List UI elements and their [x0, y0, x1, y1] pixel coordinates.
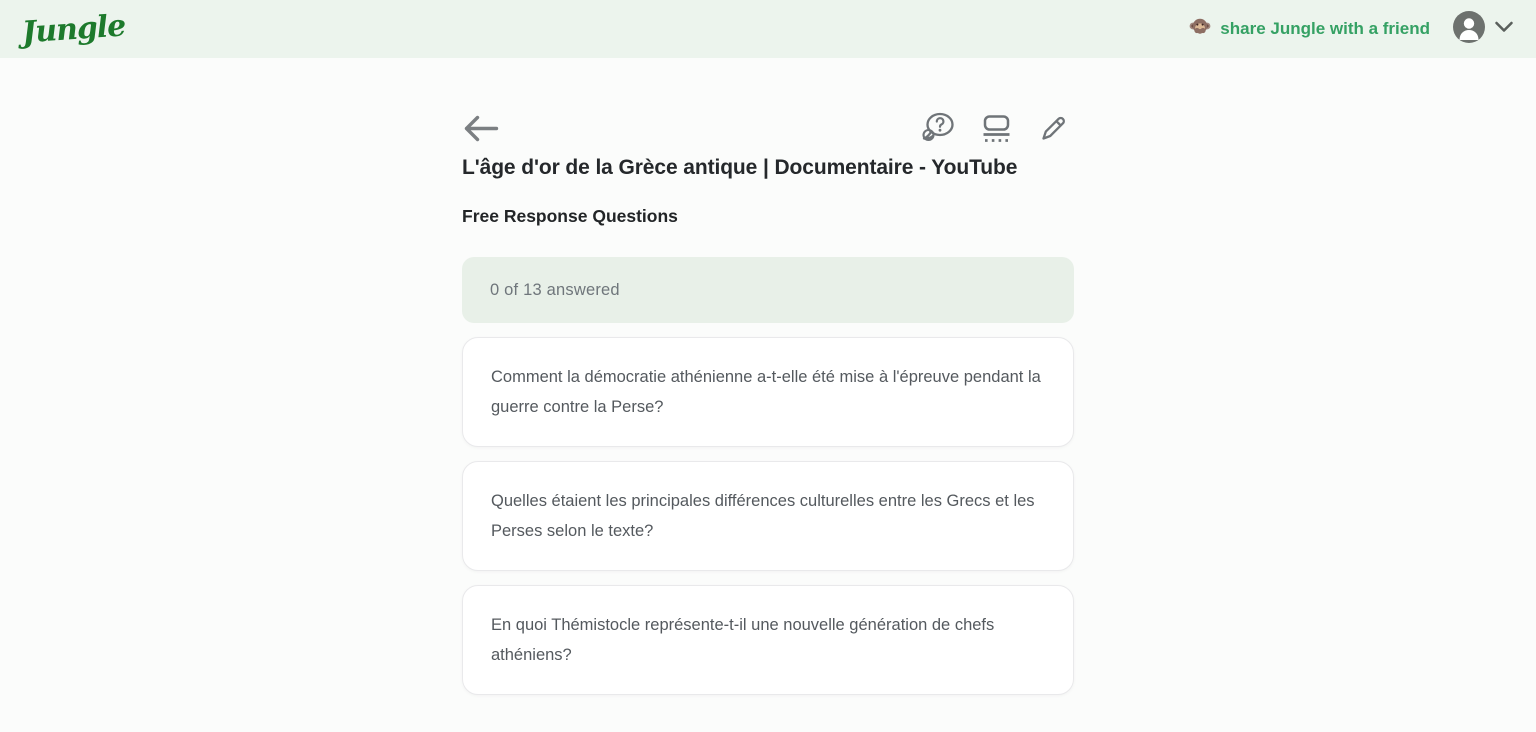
back-arrow-icon[interactable] — [462, 114, 499, 143]
progress-label: 0 of 13 answered — [490, 280, 620, 299]
progress-banner — [462, 257, 1074, 323]
chevron-down-icon[interactable] — [1494, 20, 1514, 38]
header-right — [1189, 10, 1514, 49]
question-card-1[interactable] — [462, 337, 1074, 447]
share-jungle-label: share Jungle with a friend — [1220, 19, 1430, 38]
content-column — [462, 58, 1074, 695]
monkey-emoji-icon — [1189, 16, 1211, 43]
toolbar-icons — [920, 110, 1074, 146]
section-heading: Free Response Questions — [462, 206, 678, 226]
page-title: L'âge d'or de la Grèce antique | Documentaire - YouTube — [462, 156, 1018, 179]
toolbar-row — [462, 110, 1074, 146]
question-text: Comment la démocratie athénienne a-t-elle été mise à l'épreuve pendant la guerre contre la Perse? — [491, 368, 1041, 416]
question-text: Quelles étaient les principales différences culturelles entre les Grecs et les Perses selon le texte? — [491, 492, 1035, 540]
share-jungle-link[interactable] — [1189, 16, 1430, 43]
app-header — [0, 0, 1536, 58]
question-card-2[interactable] — [462, 461, 1074, 571]
chat-question-icon[interactable] — [920, 110, 955, 146]
avatar-icon[interactable] — [1452, 10, 1486, 49]
question-text: En quoi Thémistocle représente-t-il une nouvelle génération de chefs athéniens? — [491, 616, 995, 664]
flashcards-icon[interactable] — [979, 113, 1014, 144]
question-card-3[interactable] — [462, 585, 1074, 695]
jungle-logo[interactable]: Jungle — [20, 7, 127, 51]
account-menu[interactable] — [1452, 10, 1514, 49]
edit-pencil-icon[interactable] — [1038, 113, 1068, 144]
